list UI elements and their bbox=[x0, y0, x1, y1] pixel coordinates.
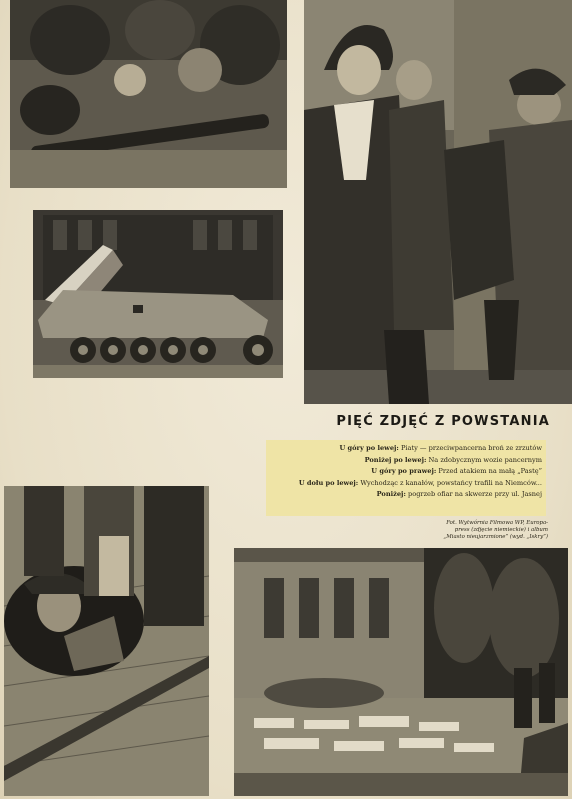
photo-funeral-square bbox=[234, 548, 568, 796]
caption-line: U dołu po lewej: Wychodząc z kanałów, powstańcy trafili na Niemców... bbox=[298, 478, 542, 487]
caption-line: Poniżej po lewej: Na zdobycznym wozie pancernym bbox=[364, 455, 542, 464]
caption-line: U góry po prawej: Przed atakiem na małą „Pastę” bbox=[371, 467, 542, 476]
photo-before-attack bbox=[304, 0, 572, 404]
article-title: PIĘĆ ZDJĘĆ Z POWSTANIA bbox=[336, 414, 550, 429]
photo-sewer-exit bbox=[4, 486, 209, 796]
photo-piat-weapons bbox=[10, 0, 287, 188]
caption-line: U góry po lewej: Piaty — przeciwpancerna broń ze zrzutów bbox=[339, 444, 542, 452]
credit-line: Fot. Wytwórnia Filmowa WP, Europa- bbox=[446, 520, 548, 526]
caption-box bbox=[266, 440, 546, 516]
credit-line: „Miasto nieujarzmione” (wyd. „Iskry”) bbox=[443, 534, 548, 540]
photo-captured-halftrack bbox=[33, 210, 283, 378]
photo-credit bbox=[386, 520, 548, 541]
caption-line: Poniżej: pogrzeb ofiar na skwerze przy ul. Jasnej bbox=[376, 490, 542, 499]
credit-line: press (zdjęcie niemieckie) i album bbox=[454, 527, 548, 533]
